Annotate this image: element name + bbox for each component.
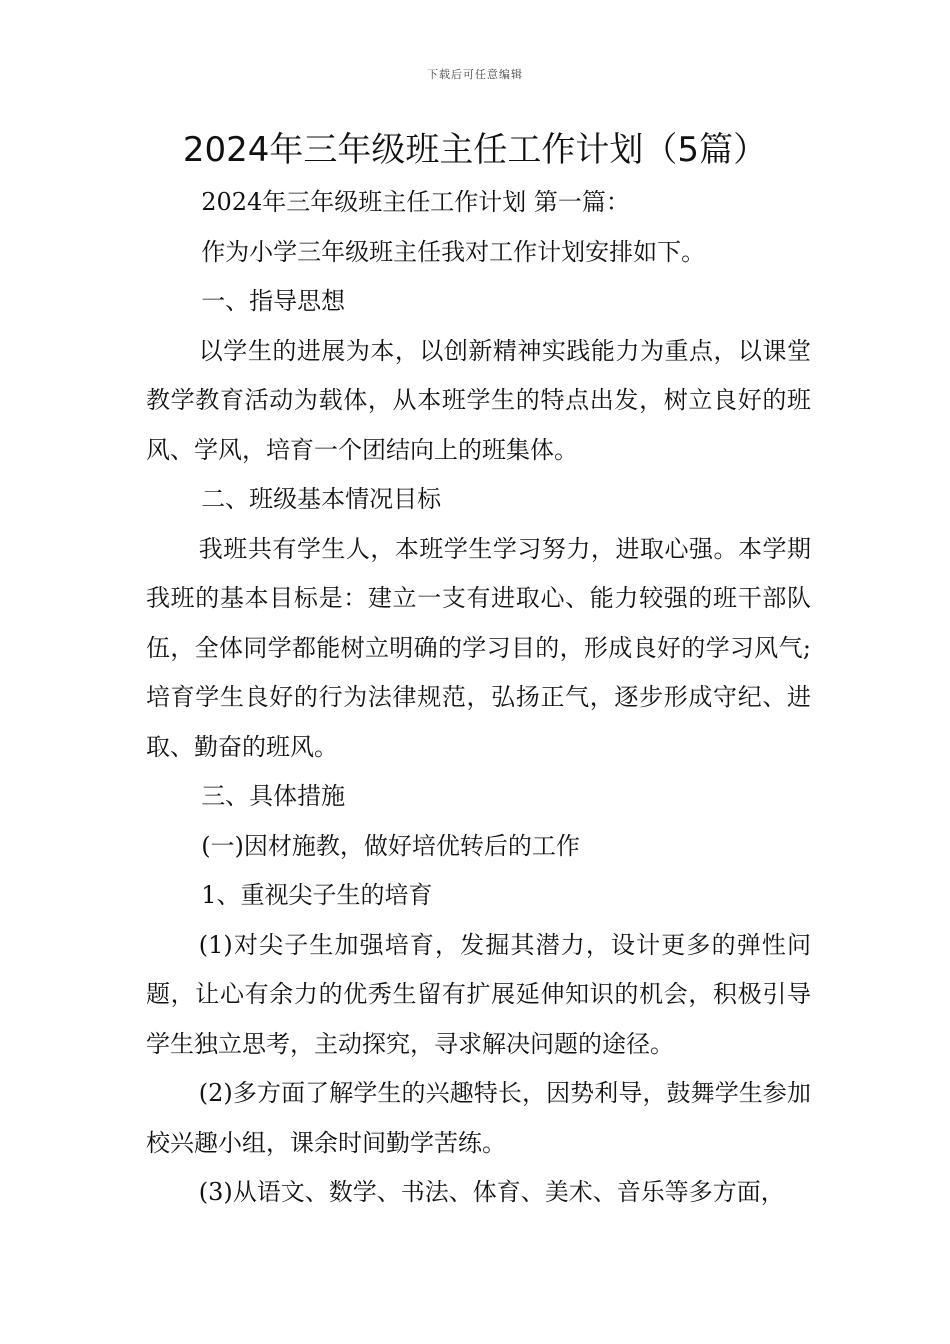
section-heading: 一、指导思想 xyxy=(201,287,346,315)
list-item: (2)多方面了解学生的兴趣特长，因势利导，鼓舞学生参加校兴趣小组，课余时间勤学苦练。 xyxy=(146,1079,811,1157)
paragraph: 以学生的进展为本，以创新精神实践能力为重点，以课堂教学教育活动为载体，从本班学生的特点出发，树立良好的班风、学风，培育一个团结向上的班集体。 xyxy=(146,336,811,464)
document-title: 2024年三年级班主任工作计划（5篇） xyxy=(182,130,768,170)
paragraph: 我班共有学生人，本班学生学习努力，进取心强。本学期我班的基本目标是：建立一支有进取心、能力较强的班干部队伍，全体同学都能树立明确的学习目的，形成良好的学习风气;培育学生良好的行为法律规范，弘扬正气，逐步形成守纪、进取、勤奋的班风。 xyxy=(146,534,811,761)
list-item: (1)对尖子生加强培育，发掘其潜力，设计更多的弹性问题，让心有余力的优秀生留有扩展延伸知识的机会，积极引导学生独立思考，主动探究，寻求解决问题的途径。 xyxy=(146,930,811,1058)
header-note: 下载后可任意编辑 xyxy=(427,68,523,81)
paragraph: 2024年三年级班主任工作计划 第一篇： xyxy=(201,188,630,216)
section-heading: 三、具体措施 xyxy=(201,782,346,810)
document-body xyxy=(146,178,811,1218)
list-item: (3)从语文、数学、书法、体育、美术、音乐等多方面， xyxy=(198,1178,785,1206)
paragraph: 作为小学三年级班主任我对工作计划安排如下。 xyxy=(201,237,706,266)
section-heading: 二、班级基本情况目标 xyxy=(201,485,442,513)
subsection-heading: 1、重视尖子生的培育 xyxy=(201,881,433,909)
subsection-heading: (一)因材施教，做好培优转后的工作 xyxy=(201,831,580,860)
